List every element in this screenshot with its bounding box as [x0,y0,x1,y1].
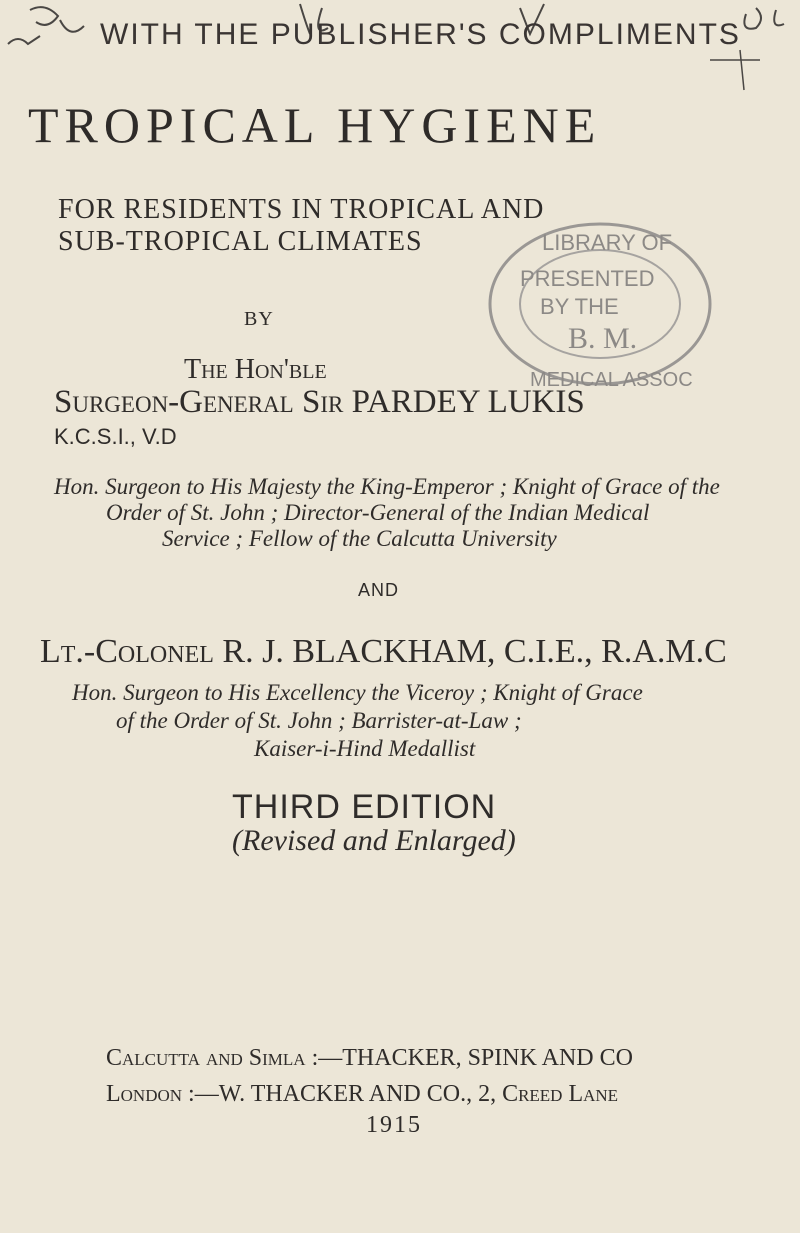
edition-note: (Revised and Enlarged) [232,824,516,857]
publisher-line-1: Calcutta and Simla :—THACKER, SPINK AND CO [106,1045,633,1071]
author-1-prefix: The Hon'ble [184,354,327,385]
author-2-desc-line-1: Hon. Surgeon to His Excellency the Viceroy ; Knight of Grace [72,680,643,705]
svg-text:MEDICAL ASSOC: MEDICAL ASSOC [530,369,693,391]
handwritten-marks [0,0,800,110]
author-1-desc-line-2: Order of St. John ; Director-General of the Indian Medical [106,500,650,525]
svg-text:PRESENTED: PRESENTED [520,266,655,291]
svg-text:B. M.: B. M. [568,322,638,355]
publisher-compliments-stamp: WITH THE PUBLISHER'S COMPLIMENTS [100,18,741,51]
by-label: BY [244,308,274,330]
author-2-desc-line-3: Kaiser-i-Hind Medallist [254,736,476,761]
author-1-desc-line-1: Hon. Surgeon to His Majesty the King-Emperor ; Knight of Grace of the [54,474,720,499]
edition-label: THIRD EDITION [232,788,497,826]
and-separator: AND [358,580,400,600]
book-title: TROPICAL HYGIENE [28,97,602,153]
library-stamp-seal [480,214,720,394]
subtitle-line-1: FOR RESIDENTS IN TROPICAL AND [58,194,545,225]
subtitle-line-2: SUB-TROPICAL CLIMATES [58,226,423,257]
publication-year: 1915 [366,1112,422,1138]
author-1-name: Surgeon-General Sir PARDEY LUKIS [54,384,585,420]
publisher-line-2: London :—W. THACKER AND CO., 2, Creed Lane [106,1081,619,1107]
author-1-honors: K.C.S.I., V.D [54,424,177,449]
author-1-desc-line-3: Service ; Fellow of the Calcutta University [162,526,557,551]
svg-text:BY THE: BY THE [540,294,619,319]
author-2-name: Lt.-Colonel R. J. BLACKHAM, C.I.E., R.A.M.C [40,633,727,670]
svg-text:LIBRARY OF: LIBRARY OF [542,230,673,255]
author-2-desc-line-2: of the Order of St. John ; Barrister-at-Law ; [116,708,522,733]
